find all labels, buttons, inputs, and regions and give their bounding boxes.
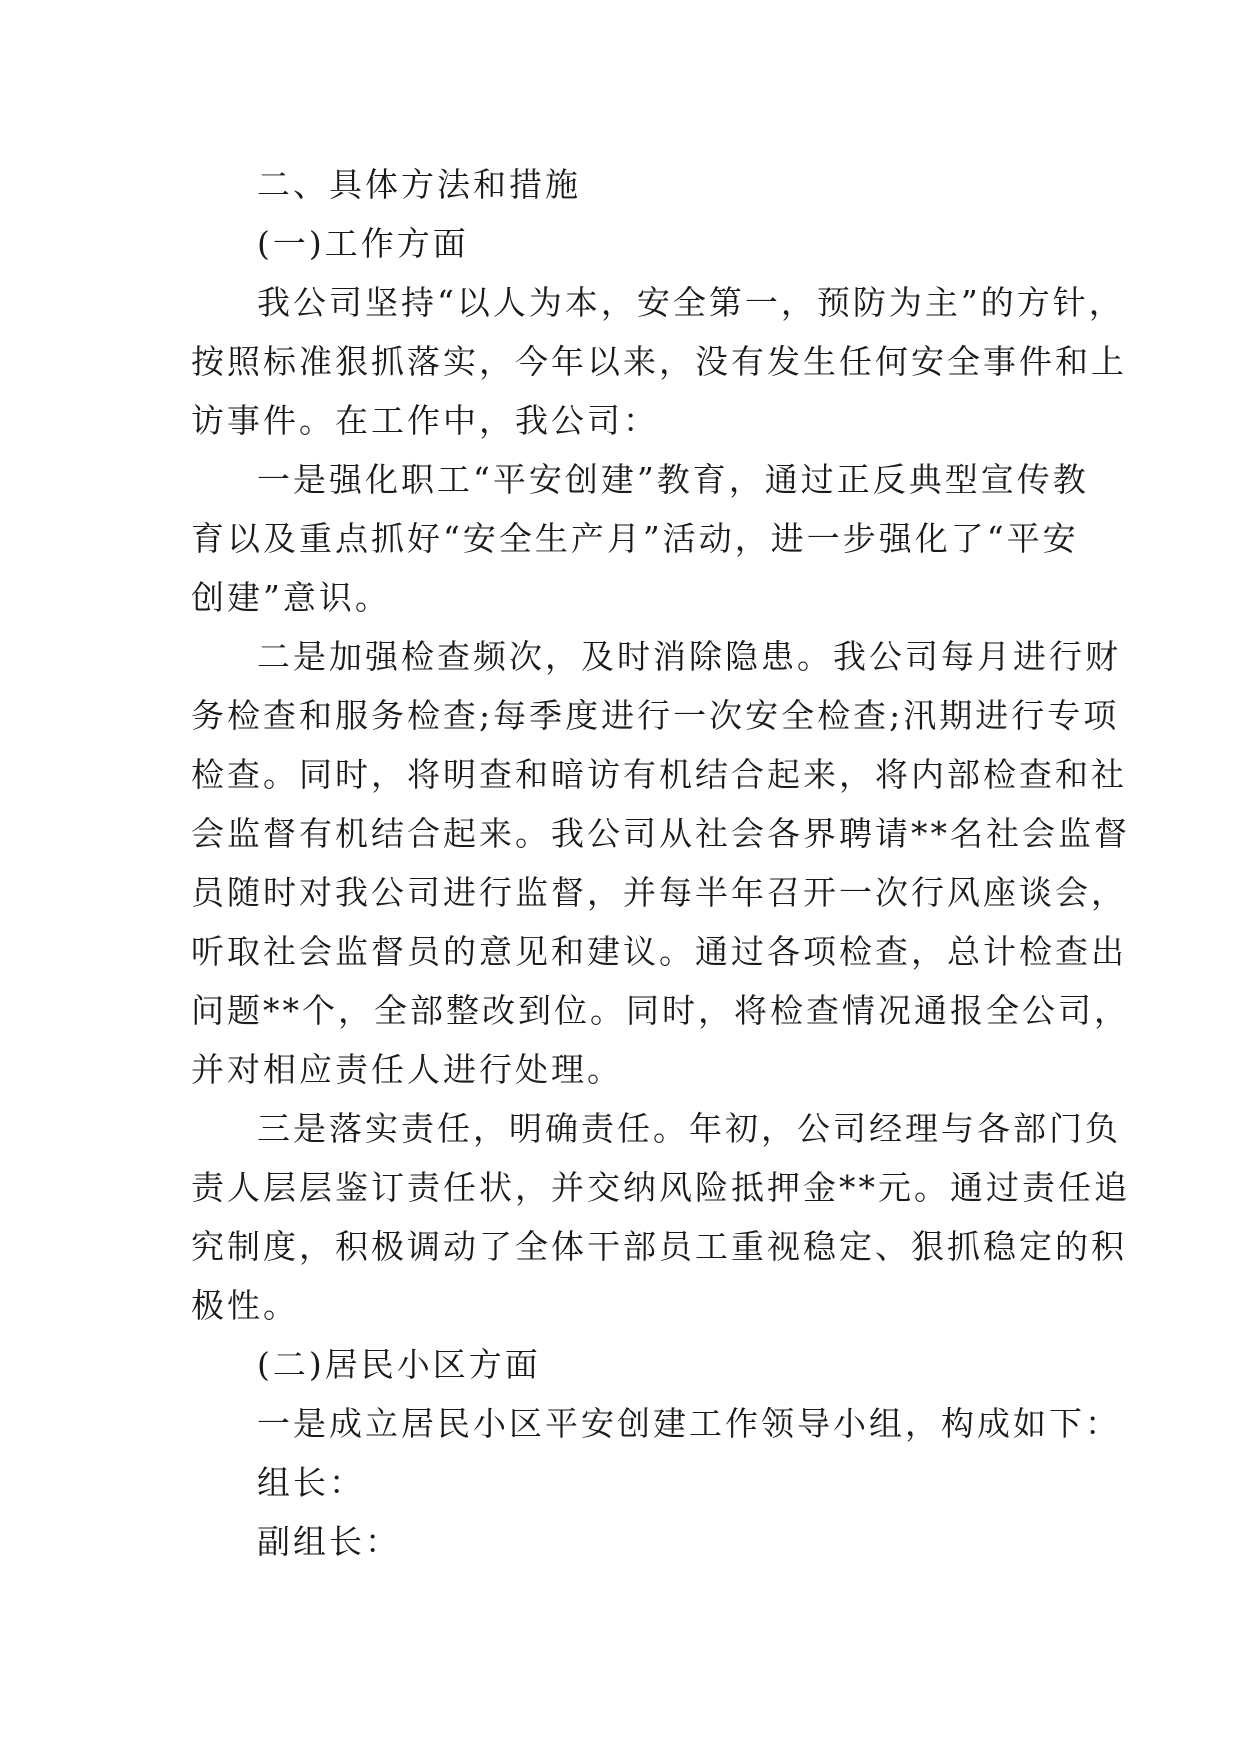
- paragraph-line: 员随时对我公司进行监督，并每半年召开一次行风座谈会，: [191, 873, 1127, 912]
- paragraph-line: 创建”意识。: [191, 578, 391, 617]
- paragraph-line: 究制度，积极调动了全体干部员工重视稳定、狠抓稳定的积: [191, 1227, 1127, 1266]
- paragraph-line: 一是强化职工“平安创建”教育，通过正反典型宣传教: [257, 460, 1089, 499]
- paragraph-line: 按照标准狠抓落实，今年以来，没有发生任何安全事件和上: [191, 342, 1127, 381]
- paragraph-line: 育以及重点抓好“安全生产月”活动，进一步强化了“平安: [191, 519, 1079, 558]
- paragraph-line: 访事件。在工作中，我公司：: [191, 401, 659, 440]
- field-label-deputy-leader: 副组长：: [257, 1522, 401, 1561]
- paragraph-line: 责人层层鉴订责任状，并交纳风险抵押金**元。通过责任追: [191, 1168, 1130, 1207]
- paragraph-line: 我公司坚持“以人为本，安全第一，预防为主”的方针，: [257, 283, 1125, 322]
- document-page: [191, 155, 1130, 1571]
- paragraph-line: 问题**个，全部整改到位。同时，将检查情况通报全公司，: [191, 991, 1130, 1030]
- paragraph-line: 三是落实责任，明确责任。年初，公司经理与各部门负: [257, 1109, 1121, 1148]
- paragraph-line: 一是成立居民小区平安创建工作领导小组，构成如下：: [257, 1404, 1121, 1443]
- paragraph-line: 检查。同时，将明查和暗访有机结合起来，将内部检查和社: [191, 755, 1127, 794]
- paragraph-line: 二是加强检查频次，及时消除隐患。我公司每月进行财: [257, 637, 1121, 676]
- field-label-leader: 组长：: [257, 1463, 365, 1502]
- subsection-heading: (二)居民小区方面: [257, 1345, 541, 1384]
- paragraph-line: 并对相应责任人进行处理。: [191, 1050, 623, 1089]
- paragraph-line: 听取社会监督员的意见和建议。通过各项检查，总计检查出: [191, 932, 1127, 971]
- subsection-heading: (一)工作方面: [257, 224, 469, 263]
- paragraph-line: 极性。: [191, 1286, 299, 1325]
- paragraph-line: 务检查和服务检查;每季度进行一次安全检查;汛期进行专项: [191, 696, 1120, 735]
- section-heading: 二、具体方法和措施: [257, 165, 581, 204]
- paragraph-line: 会监督有机结合起来。我公司从社会各界聘请**名社会监督: [191, 814, 1130, 853]
